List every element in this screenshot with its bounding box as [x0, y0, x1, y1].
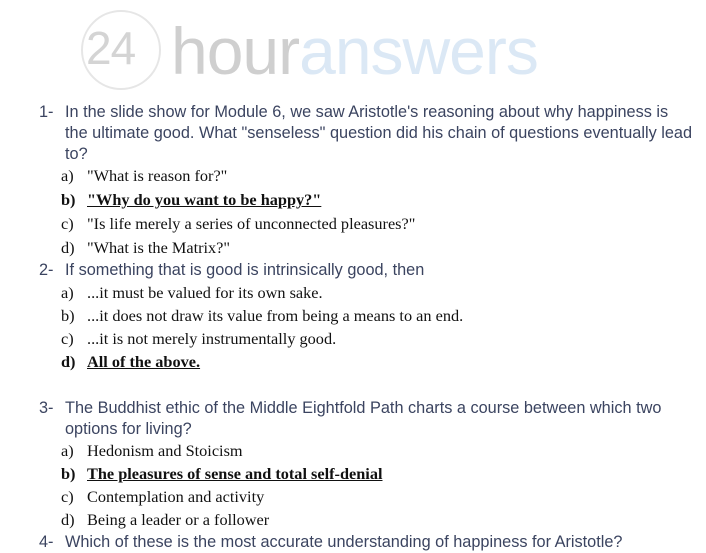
logo-word-answers: answers: [299, 14, 538, 88]
option-letter: c): [61, 329, 74, 348]
option-text: ...it does not draw its value from being a means to an end.: [87, 306, 464, 325]
option-letter: d): [61, 352, 76, 371]
option-letter: b): [61, 190, 76, 209]
option-text: Hedonism and Stoicism: [87, 441, 243, 460]
logo-number: 24: [86, 22, 136, 74]
option-text: "Why do you want to be happy?": [87, 190, 322, 209]
option-text: All of the above.: [87, 352, 201, 371]
question-text: Which of these is the most accurate understanding of happiness for Aristotle?: [65, 533, 623, 551]
option-text: "Is life merely a series of unconnected pleasures?": [87, 214, 416, 233]
option-letter: a): [61, 441, 74, 460]
option-letter: c): [61, 214, 74, 233]
option-text: "What is the Matrix?": [87, 238, 231, 257]
option-text: "What is reason for?": [87, 166, 228, 185]
option-letter: d): [61, 238, 75, 257]
option-letter: d): [61, 510, 75, 529]
question-text: The Buddhist ethic of the Middle Eightfold Path charts a course between which two options for living?: [65, 399, 662, 438]
option-text: Being a leader or a follower: [87, 510, 270, 529]
question-number: 1-: [39, 103, 54, 121]
question-number: 2-: [39, 261, 54, 279]
option-letter: a): [61, 283, 74, 302]
option-letter: b): [61, 306, 75, 325]
option-text: The pleasures of sense and total self-denial: [87, 464, 383, 483]
option-letter: c): [61, 487, 74, 506]
option-letter: b): [61, 464, 76, 483]
option-text: ...it must be valued for its own sake.: [87, 283, 323, 302]
logo-word-hour: hour: [171, 14, 300, 88]
question-number: 3-: [39, 399, 54, 417]
option-text: ...it is not merely instrumentally good.: [87, 329, 337, 348]
option-letter: a): [61, 166, 74, 185]
question-number: 4-: [39, 533, 54, 551]
question-text: In the slide show for Module 6, we saw Aristotle's reasoning about why happiness is the ultimate good. What "senseless" question did his chain of questions eventually lead to?: [65, 103, 693, 163]
question-text: If something that is good is intrinsically good, then: [65, 261, 425, 279]
option-text: Contemplation and activity: [87, 487, 265, 506]
